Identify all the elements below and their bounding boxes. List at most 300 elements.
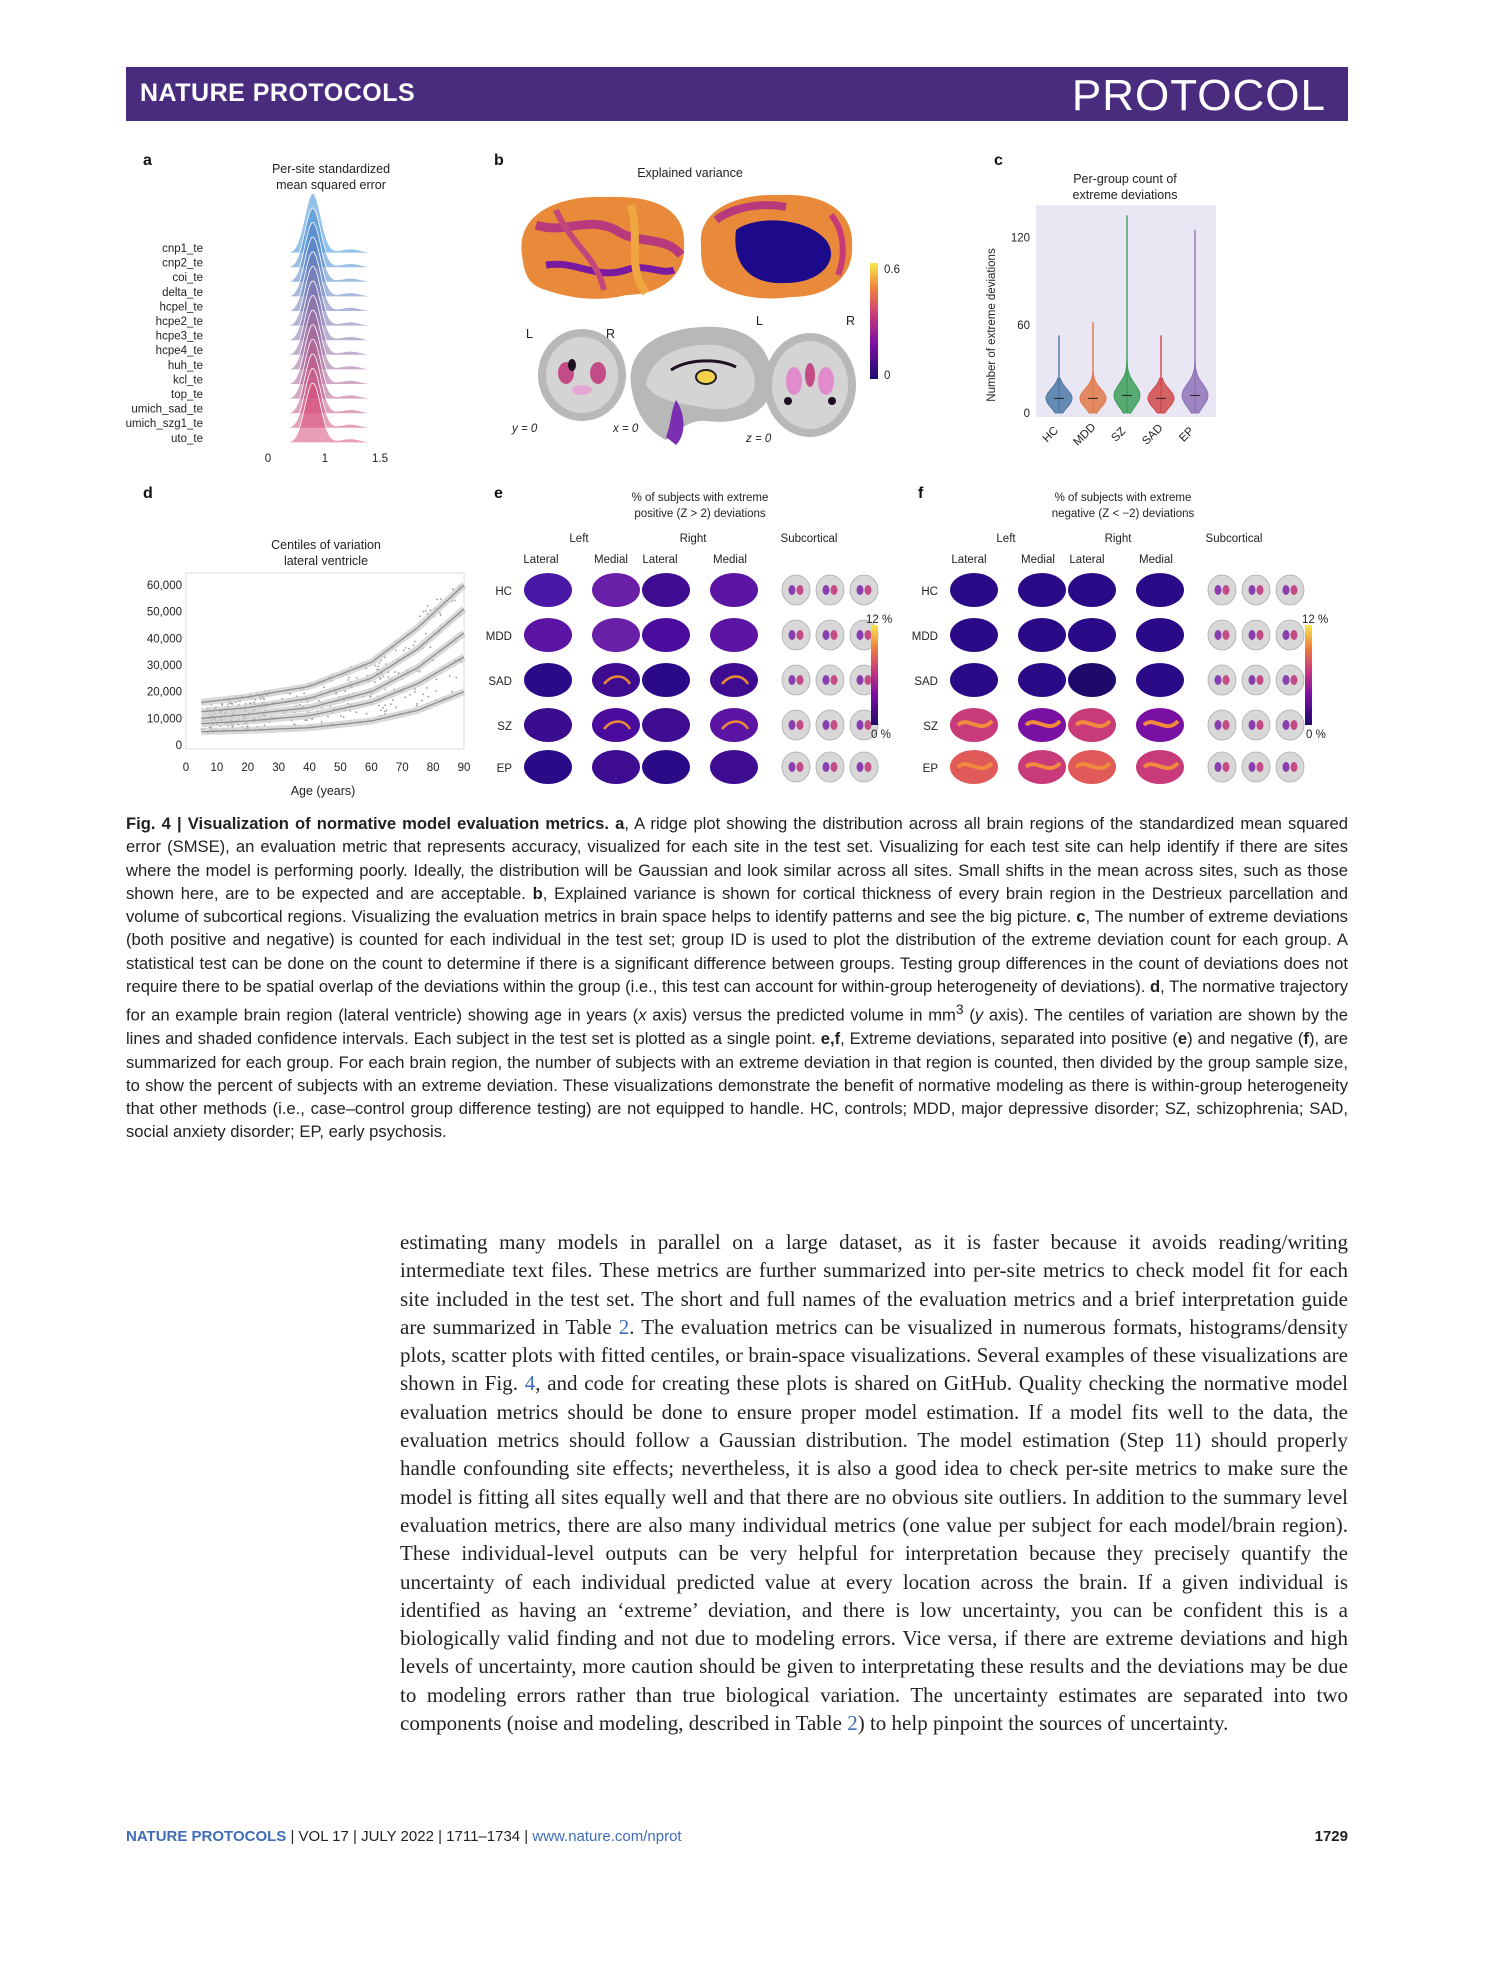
subcortical-MDD-1-left — [823, 630, 830, 640]
centile-point — [427, 605, 429, 607]
subcortical-SZ-2 — [1276, 710, 1304, 740]
panel-c-title-1: Per-group count of — [1073, 172, 1177, 186]
panel-b-label-L-2: L — [756, 314, 763, 328]
caption-b: b — [532, 883, 543, 903]
centile-point — [221, 704, 223, 706]
footer-sep-2: | — [348, 1828, 362, 1845]
footer-date: JULY 2022 — [361, 1828, 434, 1845]
panel-a-title-2: mean squared error — [276, 178, 386, 192]
caption-d-text-1: , The normative trajectory for an example brain region (lateral ventricle) showing age in years ( — [126, 977, 1348, 1025]
subcortical-SAD-2 — [1276, 665, 1304, 695]
subcortical-MDD-1 — [816, 620, 844, 650]
brain-EP-2 — [642, 750, 690, 784]
violin-label-SZ: SZ — [1109, 425, 1129, 445]
subcortical-SAD-1-right — [1257, 675, 1264, 685]
subcortical-MDD-0-left — [1215, 630, 1222, 640]
article-type: PROTOCOL — [1071, 71, 1326, 120]
brain-row-label-MDD: MDD — [911, 631, 938, 643]
brain-HC-0 — [950, 573, 998, 607]
body-paragraph — [400, 1228, 1348, 1737]
centile-xtick: 30 — [272, 762, 286, 774]
centile-point — [423, 611, 425, 613]
subcortical-SAD-0-right — [1223, 675, 1230, 685]
brain-SAD-0 — [950, 663, 998, 697]
panel-f-colorbar-min: 0 % — [1306, 729, 1326, 741]
centile-point — [356, 677, 358, 679]
subcortical-EP-0-left — [789, 762, 796, 772]
ridge-label: hcpe4_te — [155, 345, 203, 358]
subcortical-HC-1 — [816, 575, 844, 605]
centile-point — [436, 599, 438, 601]
panel-e-left: Left — [569, 533, 589, 545]
panel-b-letter: b — [494, 152, 504, 169]
panel-d-xlabel: Age (years) — [290, 784, 356, 798]
footer-pages: 1711–1734 — [446, 1828, 521, 1845]
subcortical-MDD-0-left — [789, 630, 796, 640]
panel-b-label-R-1: R — [606, 327, 616, 341]
subcortical-EP-2-left — [857, 762, 864, 772]
subcortical-HC-0 — [782, 575, 810, 605]
brain-HC-3 — [1136, 573, 1184, 607]
subcortical-SAD-2-left — [1283, 675, 1290, 685]
panel-f-medial-2: Medial — [1139, 554, 1173, 566]
centile-point — [327, 716, 329, 718]
subcortical-EP-1 — [1242, 752, 1270, 782]
subcortical-SAD-1 — [1242, 665, 1270, 695]
panel-f-title-1: % of subjects with extreme — [1054, 492, 1192, 504]
body-text-4: ) to help pinpoint the sources of uncertainty. — [857, 1711, 1229, 1736]
centile-xtick: 70 — [395, 762, 409, 774]
centile-point — [378, 705, 380, 707]
caption-ef-text-2: ) and negative ( — [1187, 1029, 1304, 1049]
brain-MDD-2 — [1068, 618, 1116, 652]
ridge-label: umich_sad_te — [131, 403, 203, 416]
ridge-label: delta_te — [162, 286, 203, 299]
subcortical-SAD-0-right — [797, 675, 804, 685]
centile-xtick: 90 — [457, 762, 471, 774]
centile-point — [260, 698, 262, 700]
subcortical-HC-1-left — [823, 585, 830, 595]
brain-SAD-2 — [642, 663, 690, 697]
brain-row-label-EP: EP — [922, 763, 938, 775]
centile-point — [386, 710, 388, 712]
ridge-label: hcpe2_te — [155, 316, 203, 328]
subcortical-EP-1-right — [831, 762, 838, 772]
centile-point — [425, 633, 427, 635]
centile-xtick: 50 — [334, 762, 347, 774]
brain-row-label-SZ: SZ — [923, 721, 938, 733]
caption-d-x: x — [638, 1005, 647, 1025]
centile-point — [427, 696, 429, 698]
brain-sagittal-slice — [612, 327, 772, 445]
panel-e-colorbar — [871, 625, 878, 725]
centile-point — [395, 650, 397, 652]
panel-e — [486, 485, 892, 784]
subcortical-HC-1-right — [1257, 585, 1264, 595]
centile-point — [440, 598, 442, 600]
journal-name: NATURE PROTOCOLS — [140, 79, 416, 107]
subcortical-MDD-0-right — [1223, 630, 1230, 640]
centile-ytick: 30,000 — [146, 660, 182, 672]
centile-point — [414, 641, 416, 643]
subcortical-EP-1 — [816, 752, 844, 782]
centile-point — [416, 703, 418, 705]
subcortical-SAD-1-left — [823, 675, 830, 685]
centile-point — [318, 700, 320, 702]
subcortical-EP-0-left — [1215, 762, 1222, 772]
panel-a — [126, 152, 399, 465]
caption-d-text-3: ( — [963, 1005, 975, 1025]
panel-a-xtick-0: 0 — [264, 453, 272, 465]
subcortical-SZ-1 — [1242, 710, 1270, 740]
centile-point — [321, 721, 323, 723]
subcortical-HC-2-left — [1283, 585, 1290, 595]
panel-a-title-1: Per-site standardized — [271, 162, 391, 176]
panel-d — [143, 485, 470, 798]
centile-ytick: 60,000 — [146, 580, 182, 592]
panel-b-slice-x: x = 0 — [613, 423, 639, 435]
panel-f-colorbar-max: 12 % — [1302, 614, 1329, 626]
centile-xtick: 0 — [182, 762, 190, 774]
centile-point — [306, 719, 308, 721]
body-text-2: . The evaluation metrics can be visualized in numerous formats, histograms/density plots, scatter plots with fitted centiles, or brain-space visualizations. Several examples of these visualizations are shown in Fig. — [400, 1314, 1348, 1396]
centile-point — [379, 678, 381, 680]
brain-row-label-SAD: SAD — [914, 676, 938, 688]
centile-point — [440, 614, 442, 616]
centile-point — [455, 677, 457, 679]
brain-SAD-0 — [524, 663, 572, 697]
footer-sep-4: | — [520, 1828, 533, 1845]
subcortical-SZ-0 — [782, 710, 810, 740]
panel-f — [912, 485, 1328, 784]
centile-point — [356, 711, 358, 713]
panel-b — [494, 152, 900, 445]
brain-MDD-3 — [1136, 618, 1184, 652]
table-2-link-2[interactable]: 2 — [847, 1711, 858, 1736]
subcortical-EP-2-right — [1291, 762, 1298, 772]
body-text-1: estimating many models in parallel on a large dataset, as it is faster because it avoids reading/writing intermediate text files. These metrics are further summarized into per-site metrics to check model fit for each site included in the test set. The short and full names of the evaluation metrics and a brief interpretation guide are summarized in Table — [400, 1230, 1348, 1339]
panel-f-lateral-1: Lateral — [951, 554, 987, 566]
centile-point — [383, 676, 385, 678]
panel-d-xticks — [183, 762, 471, 774]
subcortical-EP-1-right — [1257, 762, 1264, 772]
subcortical-SAD-1-left — [1249, 675, 1256, 685]
brain-row-label-MDD: MDD — [485, 631, 512, 643]
figure-4 — [126, 145, 1348, 810]
ridge-label: uto_te — [171, 432, 203, 445]
centile-point — [405, 647, 407, 649]
ridge-cnp1_te — [268, 193, 399, 253]
centile-point — [380, 709, 382, 711]
brain-EP-3 — [710, 750, 758, 784]
subcortical-EP-0-right — [1223, 762, 1230, 772]
brain-SZ-1 — [592, 708, 640, 742]
subcortical-EP-2-right — [865, 762, 872, 772]
centile-ytick: 10,000 — [146, 713, 182, 726]
caption-c: c — [1076, 907, 1086, 927]
subcortical-SZ-1-right — [831, 720, 838, 730]
brain-HC-1 — [592, 573, 640, 607]
ridge-label: kcl_te — [172, 374, 203, 387]
panel-d-yticks — [147, 580, 182, 752]
subcortical-HC-2 — [850, 575, 878, 605]
subcortical-EP-0-right — [797, 762, 804, 772]
brain-MDD-3 — [710, 618, 758, 652]
centile-ytick: 40,000 — [146, 633, 182, 646]
violin-ytick: 120 — [1010, 232, 1030, 245]
footer-sep-3: | — [433, 1828, 447, 1845]
centile-point — [454, 600, 456, 602]
panel-f-right: Right — [1104, 533, 1132, 545]
centile-xtick: 10 — [210, 762, 224, 774]
subcortical-SZ-2-left — [1283, 720, 1290, 730]
panel-b-slice-y: y = 0 — [512, 423, 538, 435]
subcortical-EP-2 — [850, 752, 878, 782]
brain-SZ-3 — [710, 708, 758, 742]
brain-MDD-1 — [1018, 618, 1066, 652]
brain-row-label-EP: EP — [496, 763, 512, 775]
brain-MDD-2 — [642, 618, 690, 652]
panel-c-xticks — [1041, 421, 1197, 448]
caption-ef-text-3: ), are summarized for each group. For each brain region, the number of subjects with an extreme deviation in that region is counted, then divided by the group sample size, to show the percent of subjects with an extreme deviation. These visualizations demonstrate the benefit of normative modeling as there is within-group heterogeneity that other methods (i.e., case–control group difference testing) are not equipped to handle. HC, controls; MDD, major depressive disorder; SZ, schizophrenia; SAD, social anxiety disorder; EP, early psychosis. — [126, 1029, 1349, 1142]
panel-f-grid — [912, 573, 1304, 784]
centile-point — [416, 705, 418, 707]
subcortical-SZ-0 — [1208, 710, 1236, 740]
subcortical-MDD-0 — [782, 620, 810, 650]
subcortical-EP-0 — [1208, 752, 1236, 782]
brain-HC-0 — [524, 573, 572, 607]
centile-point — [374, 681, 376, 683]
subcortical-MDD-1-right — [831, 630, 838, 640]
centile-point — [232, 703, 234, 705]
subcortical-EP-2 — [1276, 752, 1304, 782]
figure-caption — [126, 812, 1348, 1144]
subcortical-SAD-0 — [1208, 665, 1236, 695]
caption-d-y: y — [974, 1005, 984, 1025]
subcortical-SZ-0-right — [797, 720, 804, 730]
ridge-plot — [268, 193, 399, 442]
panel-e-medial-1: Medial — [594, 554, 628, 566]
centile-point — [384, 704, 386, 706]
panel-e-grid — [486, 573, 878, 784]
subcortical-EP-2-left — [1283, 762, 1290, 772]
brain-SAD-3 — [1136, 663, 1184, 697]
violin-label-MDD: MDD — [1071, 421, 1099, 449]
brain-row-label-HC: HC — [495, 586, 512, 598]
subcortical-SAD-2-right — [865, 675, 872, 685]
centile-ytick: 20,000 — [146, 686, 182, 699]
brain-SAD-3 — [710, 663, 758, 697]
panel-e-title-2: positive (Z > 2) deviations — [634, 508, 766, 520]
panel-b-colorbar-max: 0.6 — [884, 264, 900, 276]
panel-f-left: Left — [996, 533, 1016, 545]
journal-banner — [126, 67, 1348, 121]
subcortical-SZ-2-left — [857, 720, 864, 730]
centile-point — [404, 696, 406, 698]
panel-a-letter: a — [143, 152, 152, 169]
centile-point — [435, 690, 437, 692]
ridge-label: top_te — [171, 389, 203, 401]
ridge-label: umich_szg1_te — [125, 418, 203, 431]
subcortical-HC-1-left — [1249, 585, 1256, 595]
ridge-label: huh_te — [167, 359, 203, 372]
subcortical-HC-0-left — [1215, 585, 1222, 595]
panel-e-letter: e — [494, 485, 503, 502]
panel-b-colorbar — [870, 263, 878, 379]
brain-SAD-1 — [1018, 663, 1066, 697]
violin-label-HC: HC — [1040, 424, 1061, 445]
brain-row-label-SAD: SAD — [488, 676, 512, 688]
ridge-label: hcpe3_te — [155, 330, 203, 343]
centile-point — [264, 724, 266, 726]
subcortical-SZ-1-right — [1257, 720, 1264, 730]
centile-xtick: 20 — [241, 762, 255, 774]
centile-point — [403, 650, 405, 652]
caption-d: d — [1150, 977, 1161, 997]
subcortical-HC-0 — [1208, 575, 1236, 605]
panel-c — [986, 152, 1216, 448]
centile-point — [387, 676, 389, 678]
centile-point — [419, 615, 421, 617]
panel-e-colorbar-max: 12 % — [866, 614, 893, 626]
violin-label-SAD: SAD — [1140, 422, 1166, 448]
brain-HC-1 — [1018, 573, 1066, 607]
caption-d-sup: 3 — [955, 1001, 964, 1018]
centile-point — [376, 669, 378, 671]
panel-b-label-L-1: L — [526, 327, 533, 341]
centile-point — [343, 716, 345, 718]
subcortical-SZ-0-left — [1215, 720, 1222, 730]
caption-label: Fig. 4 | Visualization of normative model evaluation metrics. — [126, 814, 609, 833]
subcortical-MDD-2-left — [1283, 630, 1290, 640]
centile-point — [409, 694, 411, 696]
subcortical-SAD-2-left — [857, 675, 864, 685]
brain-MDD-0 — [524, 618, 572, 652]
centile-point — [394, 671, 396, 673]
brain-SZ-2 — [642, 708, 690, 742]
subcortical-HC-0-left — [789, 585, 796, 595]
subcortical-MDD-1 — [1242, 620, 1270, 650]
ridge-label: coi_te — [172, 272, 203, 285]
violin-ytick: 60 — [1017, 320, 1030, 333]
brain-MDD-1 — [592, 618, 640, 652]
centile-point — [426, 687, 428, 689]
panel-f-title-2: negative (Z < −2) deviations — [1051, 508, 1195, 520]
centile-point — [293, 723, 295, 725]
violin-ytick: 0 — [1023, 408, 1030, 420]
brain-EP-0 — [524, 750, 572, 784]
brain-HC-2 — [1068, 573, 1116, 607]
subcortical-SAD-2-right — [1291, 675, 1298, 685]
panel-a-xtick-1: 1 — [321, 453, 329, 465]
panel-b-title: Explained variance — [637, 166, 743, 180]
footer-url[interactable]: www.nature.com/nprot — [532, 1828, 682, 1845]
centile-point — [419, 671, 421, 673]
fig-4-link[interactable]: 4 — [524, 1371, 536, 1396]
centile-point — [413, 645, 415, 647]
centile-point — [436, 679, 438, 681]
subcortical-HC-1-right — [831, 585, 838, 595]
panel-f-subcortical: Subcortical — [1205, 533, 1263, 545]
body-text-3: , and code for creating these plots is shared on GitHub. Quality checking the normative model evaluation metrics should be done to ensure proper model estimation. If a model fits well to the data, the evaluation metrics should follow a Gaussian distribution. The model estimation (Step 11) should properly handle confounding site effects; nevertheless, it is also a good idea to check per-site metrics to make sure the model is fitting all sites equally well and that there are no obvious site outliers. In addition to the summary level evaluation metrics, there are also many individual metrics (one value per subject for each model/brain region). These individual-level outputs can be very helpful for interpretation because they precisely quantify the uncertainty of each individual predicted value at every location across the brain. If a given individual is identified as having an ‘extreme’ deviation, and there is low uncertainty, you can be confident this is a biologically valid finding and not due to modeling errors. Vice versa, if there are extreme deviations and high levels of uncertainty, more caution should be given to interpretating these results and the deviations may be due to modeling errors rather than true biological variation. The uncertainty estimates are separated into two components (noise and modeling, described in Table — [400, 1371, 1349, 1736]
centile-point — [380, 660, 382, 662]
ridge-site-labels — [126, 243, 203, 445]
subcortical-EP-1-left — [1249, 762, 1256, 772]
brain-lateral-view — [521, 197, 684, 299]
centile-point — [303, 693, 305, 695]
brain-coronal-slice — [511, 327, 626, 435]
centile-point — [392, 699, 394, 701]
subcortical-HC-0-right — [1223, 585, 1230, 595]
centile-point — [452, 588, 454, 590]
centile-point — [451, 691, 453, 693]
caption-b-text: , Explained variance is shown for cortical thickness of every brain region in the Destrieux parcellation and volume of subcortical regions. Visualizing the evaluation metrics in brain space helps to identify patterns and see the big picture. — [126, 883, 1348, 927]
violin-label-EP: EP — [1177, 425, 1197, 445]
ridge-label: hcpel_te — [159, 301, 203, 314]
centile-point — [449, 675, 451, 677]
panel-e-lateral-1: Lateral — [523, 554, 559, 566]
panel-c-title-2: extreme deviations — [1072, 188, 1178, 202]
panel-f-colorbar — [1305, 625, 1312, 725]
brain-SAD-1 — [592, 663, 640, 697]
panel-e-medial-2: Medial — [713, 554, 747, 566]
caption-a-text: , A ridge plot showing the distribution across all brain regions of the standardized mean squared error (SMSE), an evaluation metric that represents accuracy, visualized for each site in the test set. Visualizing for each test site can help identify if there are sites where the model is performing poorly. Ideally, the distribution will be Gaussian and look similar across all sites. Small shifts in the mean across sites, such as those shown here, are to be expected and are acceptable. — [126, 814, 1348, 903]
page-footer — [126, 1828, 1348, 1845]
panel-c-ylabel: Number of extreme deviations — [986, 248, 998, 402]
centile-point — [348, 677, 350, 679]
caption-d-text-2: axis) versus the predicted volume in mm — [646, 1005, 956, 1025]
caption-ef: e,f — [820, 1029, 841, 1049]
subcortical-MDD-2-left — [857, 630, 864, 640]
panel-c-letter: c — [994, 152, 1003, 169]
footer-volume: VOL 17 — [298, 1828, 349, 1845]
subcortical-SAD-0-left — [789, 675, 796, 685]
caption-a: a — [615, 814, 625, 833]
subcortical-MDD-2-right — [865, 630, 872, 640]
caption-f: f — [1303, 1029, 1309, 1049]
panel-e-right: Right — [679, 533, 707, 545]
caption-ef-text-1: , Extreme deviations, separated into positive ( — [840, 1029, 1178, 1049]
panel-f-lateral-2: Lateral — [1069, 554, 1105, 566]
ridge-label: cnp2_te — [162, 257, 203, 270]
ridge-label: cnp1_te — [162, 243, 203, 255]
panel-d-letter: d — [143, 485, 153, 502]
centile-point — [227, 703, 229, 705]
centile-point — [369, 696, 371, 698]
centile-point — [421, 700, 423, 702]
table-2-link[interactable]: 2 — [618, 1314, 630, 1339]
footer-journal: NATURE PROTOCOLS — [126, 1828, 287, 1845]
ridge-cnp2_te — [268, 208, 399, 268]
centile-ytick: 50,000 — [146, 606, 182, 619]
panel-d-title-1: Centiles of variation — [271, 538, 381, 552]
panel-b-slice-z: z = 0 — [746, 433, 772, 445]
subcortical-SAD-0 — [782, 665, 810, 695]
brain-EP-1 — [592, 750, 640, 784]
centile-point — [384, 711, 386, 713]
subcortical-SZ-2-right — [1291, 720, 1298, 730]
subcortical-SZ-1-left — [1249, 720, 1256, 730]
panel-e-title-1: % of subjects with extreme — [631, 492, 769, 504]
panel-f-letter: f — [918, 485, 924, 502]
subcortical-HC-1 — [1242, 575, 1270, 605]
subcortical-HC-2-right — [865, 585, 872, 595]
subcortical-EP-0 — [782, 752, 810, 782]
subcortical-MDD-0 — [1208, 620, 1236, 650]
panel-c-yticks — [1011, 232, 1030, 420]
subcortical-HC-2-right — [1291, 585, 1298, 595]
panel-e-colorbar-min: 0 % — [871, 729, 891, 741]
